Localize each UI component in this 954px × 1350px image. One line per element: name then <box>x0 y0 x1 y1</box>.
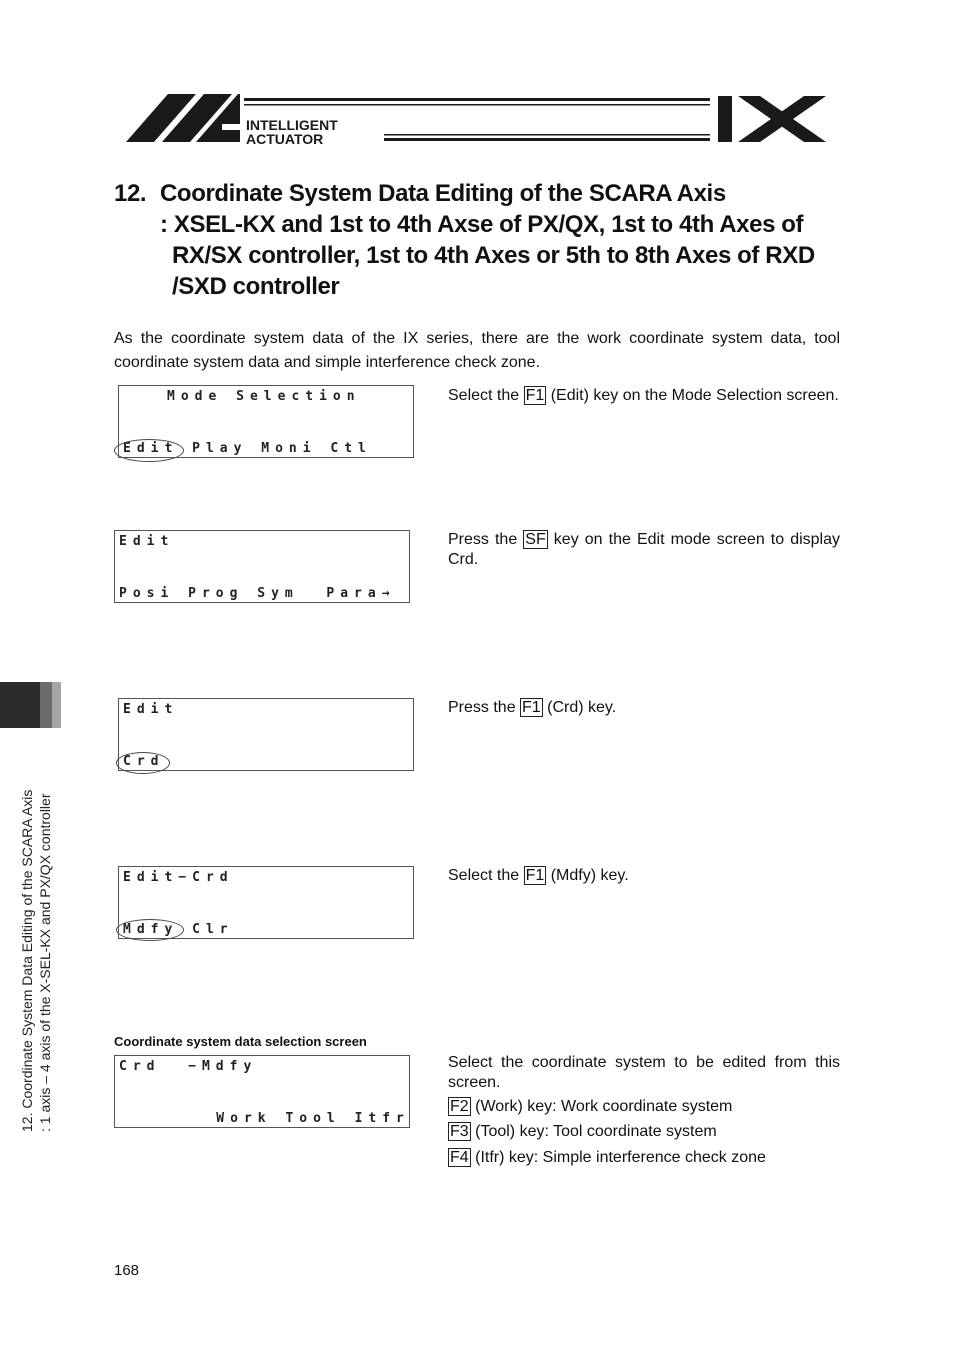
f1-key: F1 <box>525 387 545 404</box>
logo-ix-text: IX <box>126 94 127 95</box>
step-3: Press the F1 (Crd) key. <box>448 699 617 716</box>
lcd-bottom-line: Edit Play Moni Ctl <box>123 441 372 456</box>
lcd-bottom-line: Crd <box>123 754 165 769</box>
f2-key: F2 <box>450 1098 469 1115</box>
sf-key: SF <box>525 531 546 548</box>
step-1: Select the F1 (Edit) key on the Mode Selection screen. <box>448 387 839 404</box>
section-title-line2: : XSEL-KX and 1st to 4th Axse of PX/QX, 1st to 4th Axes of <box>160 211 804 238</box>
lcd-top-line: Crd −Mdfy <box>119 1059 258 1074</box>
section-title-line3: RX/SX controller, 1st to 4th Axes or 5th to 8th Axes of RXD <box>172 242 815 269</box>
lcd-coordinate-selection <box>114 1055 410 1128</box>
f4-key: F4 <box>450 1149 469 1166</box>
step-5: Select the coordinate system to be edited from this screen. <box>448 1054 840 1091</box>
highlight-oval <box>116 919 184 941</box>
chapter-tab <box>0 682 40 728</box>
screen-caption: Coordinate system data selection screen <box>114 1034 367 1049</box>
section-title-line1: Coordinate System Data Editing of the SCARA Axis <box>160 180 726 207</box>
ia-ix-logo <box>126 94 826 146</box>
page-number: 168 <box>114 1262 140 1279</box>
lcd-bottom-line: Mdfy Clr <box>123 922 234 937</box>
highlight-oval <box>114 439 184 462</box>
lcd-edit-menu <box>114 530 410 603</box>
lcd-bottom-line: Posi Prog Sym Para→ <box>119 586 396 601</box>
section-number: 12. <box>114 180 147 207</box>
section-title-line4: /SXD controller <box>172 273 340 300</box>
f1-key: F1 <box>525 867 545 884</box>
chapter-tab-shade <box>40 682 52 728</box>
lcd-top-line: Edit−Crd <box>123 870 234 885</box>
lcd-top-line: Edit <box>119 534 175 549</box>
logo-actuator-text: ACTUATOR <box>246 131 324 146</box>
key-item-f2: F2 (Work) key: Work coordinate system <box>450 1098 733 1115</box>
logo-intelligent-text: INTELLIGENT <box>246 117 338 133</box>
f3-key: F3 <box>450 1123 469 1140</box>
step-4: Select the F1 (Mdfy) key. <box>448 867 629 884</box>
key-item-f3: F3 (Tool) key: Tool coordinate system <box>450 1123 717 1140</box>
lcd-top-line: Edit <box>123 702 179 717</box>
side-label-line1: 12. Coordinate System Data Editing of the SCARA Axis <box>19 789 35 1132</box>
side-label-line2: : 1 axis – 4 axis of the X-SEL-KX and PX/QX controller <box>37 793 53 1132</box>
highlight-oval <box>116 752 170 774</box>
f1-key: F1 <box>522 699 541 716</box>
key-item-f4: F4 (Itfr) key: Simple interference check zone <box>450 1149 766 1166</box>
intro-paragraph: As the coordinate system data of the IX series, there are the work coordinate system data, tool coordinate system data and simple interference check zone. <box>114 330 840 371</box>
side-chapter-label <box>18 790 54 1132</box>
lcd-top-line: Mode Selection <box>167 389 361 404</box>
step-2: Press the SF key on the Edit mode screen to display Crd. <box>448 531 840 568</box>
lcd-bottom-line: Work Tool Itfr <box>161 1111 410 1126</box>
chapter-tab-shade-light <box>52 682 61 728</box>
